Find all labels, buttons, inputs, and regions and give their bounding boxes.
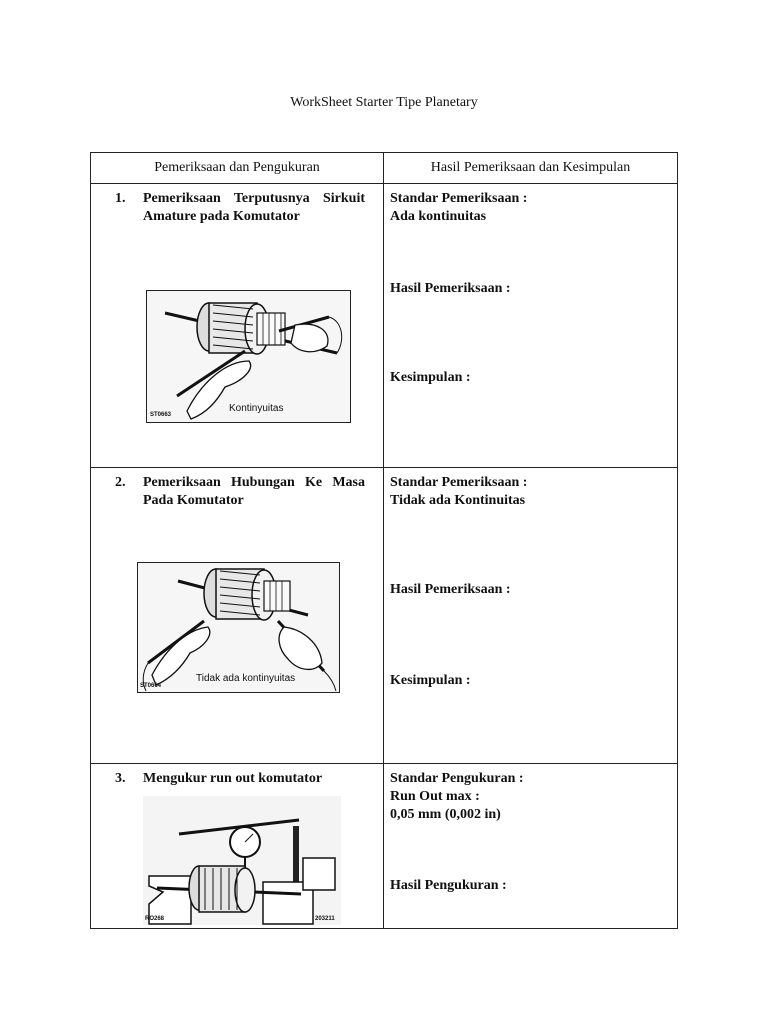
worksheet-table (90, 152, 678, 929)
standard-label: Standar Pengukuran : (390, 771, 524, 786)
standard-value: Tidak ada Kontinuitas (390, 493, 526, 508)
inspection-cell (91, 764, 384, 929)
conclusion-label: Kesimpulan : (390, 673, 471, 688)
column-header-results: Hasil Pemeriksaan dan Kesimpulan (384, 153, 678, 184)
results-cell (384, 184, 678, 468)
results-cell (384, 468, 678, 764)
inspection-item (115, 190, 365, 226)
armature-ground-illustration (137, 562, 340, 693)
figure-label: Kontinyuitas (229, 403, 284, 414)
item-text: Pemeriksaan Hubungan Ke Masa Pada Komutator (143, 475, 365, 508)
item-text: Pemeriksaan Terputusnya Sirkuit Amature pada Komutator (143, 191, 365, 224)
item-text: Mengukur run out komutator (143, 771, 323, 786)
runout-measurement-illustration (143, 796, 341, 925)
standard-value: Ada kontinuitas (390, 209, 487, 224)
results-cell (384, 764, 678, 929)
inspection-item (115, 474, 365, 510)
table-row (91, 184, 678, 468)
table-header-row (91, 153, 678, 184)
figure-code: ST0663 (150, 412, 172, 418)
figure-code: ST0664 (140, 683, 162, 689)
item-number: 3. (115, 771, 126, 786)
standard-value: 0,05 mm (0,002 in) (390, 807, 501, 822)
result-label: Hasil Pengukuran : (390, 878, 507, 893)
figure-code-right: 203211 (315, 916, 335, 922)
conclusion-label: Kesimpulan : (390, 370, 471, 385)
table-row (91, 468, 678, 764)
table-row (91, 764, 678, 929)
standard-label: Standar Pemeriksaan : (390, 191, 528, 206)
armature-continuity-illustration (146, 290, 351, 423)
standard-label: Standar Pemeriksaan : (390, 475, 528, 490)
item-number: 2. (115, 475, 126, 490)
inspection-item (115, 770, 365, 788)
result-label: Hasil Pemeriksaan : (390, 582, 511, 597)
figure-code-left: RO268 (145, 916, 165, 922)
result-label: Hasil Pemeriksaan : (390, 281, 511, 296)
page-title: WorkSheet Starter Tipe Planetary (290, 95, 478, 110)
standard-line2: Run Out max : (390, 789, 480, 804)
inspection-cell (91, 468, 384, 764)
inspection-cell (91, 184, 384, 468)
column-header-inspection: Pemeriksaan dan Pengukuran (91, 153, 384, 184)
figure-label: Tidak ada kontinyuitas (196, 673, 296, 684)
item-number: 1. (115, 191, 126, 206)
